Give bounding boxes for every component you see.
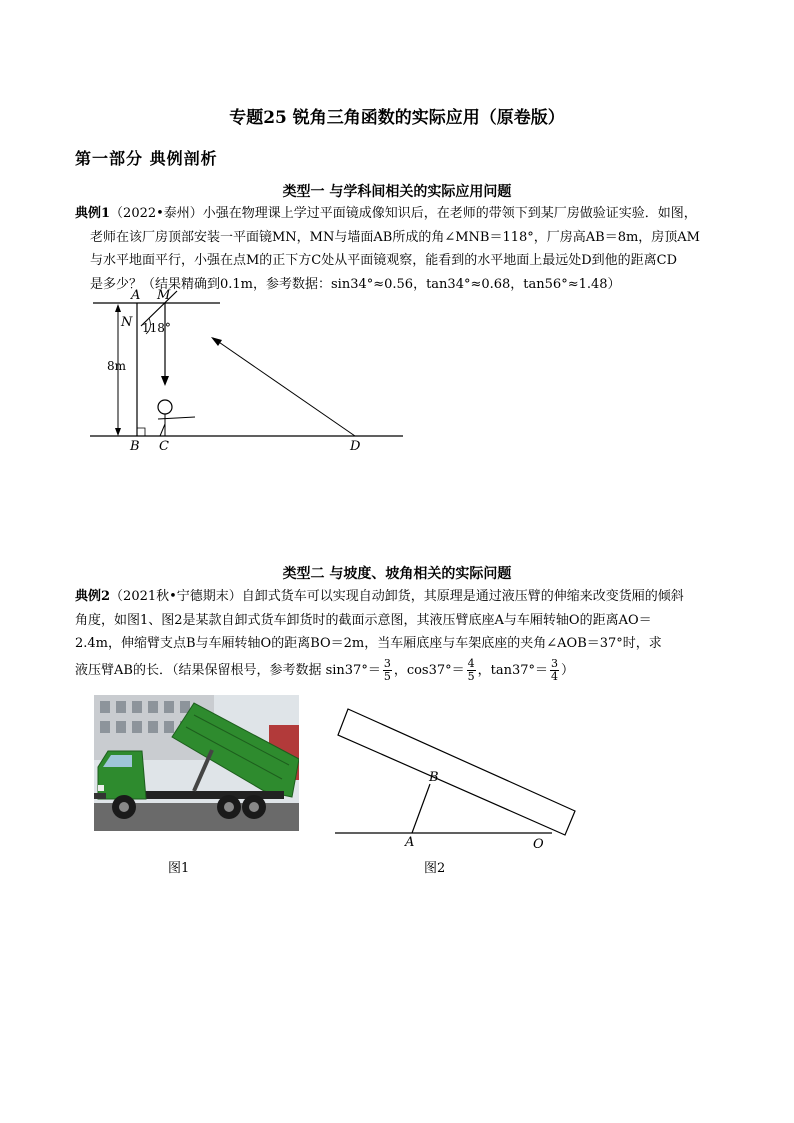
label-D: D <box>350 439 361 454</box>
example1-line-3: 与水平地面平行，小强在点M的正下方C处从平面镜观察，能看到的水平地面上最远处D到他的距离CD <box>90 253 678 268</box>
section-title: 第一部分 典例剖析 <box>75 149 218 168</box>
fig2-caption: 图2 <box>424 861 446 876</box>
dump-truck-photo <box>94 695 299 831</box>
dump-schematic <box>330 705 585 850</box>
label-M: M <box>157 288 171 303</box>
example1-label: 典例1 <box>75 206 111 221</box>
label-A: A <box>131 288 141 303</box>
label-A2: A <box>405 835 415 850</box>
example1-line-4: 是多少？（结果精确到0.1m，参考数据：sin34°≈0.56，tan34°≈0.68，tan56°≈1.48） <box>90 276 621 292</box>
mirror-diagram <box>85 286 415 456</box>
sin-fraction: $\frac{3}{5}$ <box>383 656 391 683</box>
right-angle-mark <box>137 428 145 436</box>
label-N: N <box>121 315 133 330</box>
example1-line-1: （2022•泰州）小强在物理课上学过平面镜成像知识后，在老师的带领下到某厂房做验证实验．如图， <box>110 206 697 221</box>
type2-heading: 类型二 与坡度、坡角相关的实际问题 <box>282 566 512 582</box>
page-title: 专题25 锐角三角函数的实际应用（原卷版） <box>229 108 565 128</box>
example2-label: 典例2 <box>75 589 111 604</box>
example2-line-1: （2021秋•宁德期末）自卸式货车可以实现自动卸货，其原理是通过液压臂的伸缩来改变货厢的倾斜 <box>110 589 684 604</box>
example1-line-2: 老师在该厂房顶部安装一平面镜MN，MN与墙面AB所成的角∠MNB＝118°，厂房高AB＝8m，房顶AM <box>90 229 700 245</box>
label-angle: 118° <box>142 321 171 335</box>
example1-text <box>75 202 725 296</box>
label-height: 8m <box>107 359 127 373</box>
line4-prefix: 液压臂AB的长．（结果保留根号，参考数据 sin37°＝ <box>75 662 381 678</box>
ray-dm <box>213 338 355 436</box>
tan-fraction: $\frac{3}{4}$ <box>551 656 559 683</box>
tan-label: ，tan37°＝ <box>477 662 549 678</box>
cos-label: ，cos37°＝ <box>393 662 465 678</box>
person-head <box>158 400 172 414</box>
type1-heading: 类型一 与学科间相关的实际应用问题 <box>282 184 512 200</box>
fig1-caption: 图1 <box>168 861 190 876</box>
example2-line-4: 液压臂AB的长．（结果保留根号，参考数据 sin37°＝ $\frac{3}{5}$ ，cos37°＝ $\frac{4}{5}$ ，tan37°＝ $\frac{3}{4}$ ） <box>75 656 575 683</box>
truck-bed <box>338 709 575 835</box>
example2-text <box>75 585 725 683</box>
arm-ab <box>412 784 430 833</box>
example2-line-3: 2.4m，伸缩臂支点B与车厢转轴O的距离BO＝2m，当车厢底座与车架底座的夹角∠AOB＝37°时，求 <box>75 636 662 651</box>
label-B: B <box>130 439 140 454</box>
label-C: C <box>159 439 169 454</box>
cos-fraction: $\frac{4}{5}$ <box>467 656 475 683</box>
label-B2: B <box>429 770 439 785</box>
example2-line-2: 角度，如图1、图2是某款自卸式货车卸货时的截面示意图，其液压臂底座A与车厢转轴O的距离AO＝ <box>75 612 652 628</box>
label-O: O <box>533 837 544 850</box>
